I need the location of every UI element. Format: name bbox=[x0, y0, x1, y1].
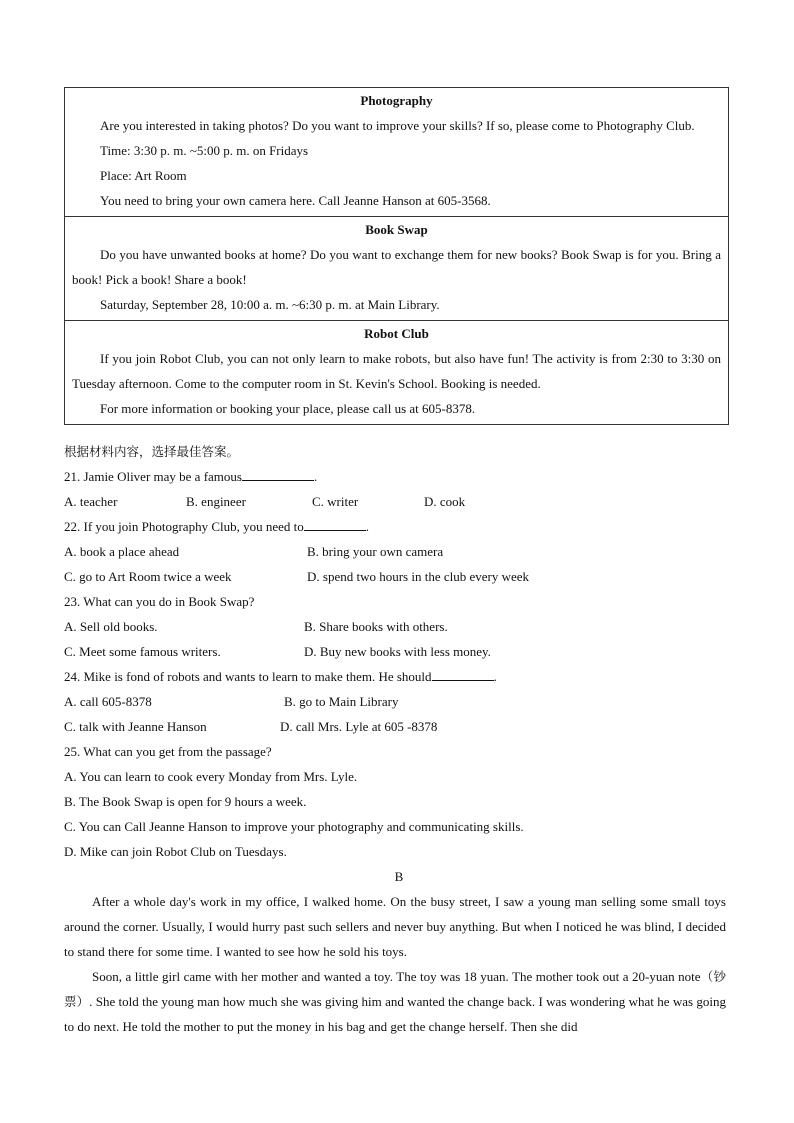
option-d: D. spend two hours in the club every week bbox=[307, 569, 530, 584]
passage-b bbox=[64, 889, 726, 1039]
notice-paragraph: Are you interested in taking photos? Do you want to improve your skills? If so, please come to Photography Club. bbox=[100, 118, 695, 133]
option-d: D. call Mrs. Lyle at 605 -8378 bbox=[280, 719, 438, 734]
options-23a bbox=[64, 614, 734, 639]
question-24 bbox=[64, 664, 734, 689]
options-21 bbox=[64, 489, 734, 514]
notice-contact: For more information or booking your place, please call us at 605-8378. bbox=[100, 401, 476, 416]
question-end: . bbox=[313, 469, 318, 484]
notice-contact: You need to bring your own camera here. Call Jeanne Hanson at 605-3568. bbox=[100, 193, 491, 208]
notice-paragraph: Do you have unwanted books at home? Do you want to exchange them for new books? Book Swap is for you. Bring a book! Pick a book! Share a book! bbox=[72, 247, 721, 287]
notice-place: Place: Art Room bbox=[100, 168, 187, 183]
question-stem: 21. Jamie Oliver may be a famous bbox=[64, 469, 242, 484]
options-23b bbox=[64, 639, 734, 664]
notice-board bbox=[64, 87, 729, 425]
question-stem: 22. If you join Photography Club, you need to bbox=[64, 519, 304, 534]
question-stem: 23. What can you do in Book Swap? bbox=[64, 594, 255, 609]
passage-paragraph-1: After a whole day's work in my office, I walked home. On the busy street, I saw a young man selling some small toys around the corner. Usually, I would hurry past such sellers and never buy anything. But when I noticed he was blind, I decided to stand there for some time. I wanted to see how he sold his toys. bbox=[64, 894, 726, 959]
notice-robot-club bbox=[65, 321, 728, 424]
options-24b bbox=[64, 714, 734, 739]
question-25 bbox=[64, 739, 734, 764]
notice-paragraph: If you join Robot Club, you can not only learn to make robots, but also have fun! The activity is from 2:30 to 3:30 on Tuesday afternoon. Come to the computer room in St. Kevin's School. Booking is needed. bbox=[72, 351, 721, 391]
options-24a bbox=[64, 689, 734, 714]
question-end: . bbox=[365, 519, 370, 534]
option-c: C. talk with Jeanne Hanson bbox=[64, 719, 207, 734]
option-25a: A. You can learn to cook every Monday from Mrs. Lyle. bbox=[64, 769, 358, 784]
option-c: C. writer bbox=[312, 494, 359, 509]
option-a: A. book a place ahead bbox=[64, 544, 180, 559]
option-b: B. bring your own camera bbox=[307, 544, 444, 559]
option-a: A. Sell old books. bbox=[64, 619, 158, 634]
question-22 bbox=[64, 514, 734, 539]
option-a: A. call 605-8378 bbox=[64, 694, 152, 709]
question-stem: 24. Mike is fond of robots and wants to learn to make them. He should bbox=[64, 669, 432, 684]
chinese-gloss: （钞票） bbox=[64, 969, 726, 1009]
question-end: . bbox=[493, 669, 497, 684]
option-c: C. go to Art Room twice a week bbox=[64, 569, 232, 584]
answer-blank bbox=[304, 516, 366, 531]
options-22a bbox=[64, 539, 734, 564]
option-d: D. Buy new books with less money. bbox=[304, 644, 491, 659]
question-21 bbox=[64, 464, 734, 489]
question-23 bbox=[64, 589, 734, 614]
notice-time: Time: 3:30 p. m. ~5:00 p. m. on Fridays bbox=[100, 143, 309, 158]
notice-title: Book Swap bbox=[365, 222, 428, 237]
option-25c: C. You can Call Jeanne Hanson to improve your photography and communicating skills. bbox=[64, 819, 524, 834]
option-a: A. teacher bbox=[64, 494, 118, 509]
notice-book-swap bbox=[65, 217, 728, 321]
option-b: B. Share books with others. bbox=[304, 619, 448, 634]
options-22b bbox=[64, 564, 734, 589]
option-25b: B. The Book Swap is open for 9 hours a week. bbox=[64, 794, 307, 809]
answer-blank bbox=[432, 666, 494, 681]
notice-title: Robot Club bbox=[364, 326, 429, 341]
option-d: D. cook bbox=[424, 494, 466, 509]
notice-photography bbox=[65, 88, 728, 217]
notice-title: Photography bbox=[360, 93, 433, 108]
instruction: 根据材料内容，选择最佳答案。 bbox=[64, 444, 240, 459]
passage-text: Soon, a little girl came with her mother and wanted a toy. The toy was 18 yuan. The mother took out a 20-yuan note bbox=[92, 969, 701, 984]
section-label: B bbox=[394, 869, 404, 884]
question-area bbox=[64, 439, 734, 889]
option-b: B. engineer bbox=[186, 494, 246, 509]
option-25d: D. Mike can join Robot Club on Tuesdays. bbox=[64, 844, 287, 859]
option-b: B. go to Main Library bbox=[284, 694, 399, 709]
passage-paragraph-2 bbox=[64, 964, 726, 1039]
question-stem: 25. What can you get from the passage? bbox=[64, 744, 272, 759]
notice-date: Saturday, September 28, 10:00 a. m. ~6:30 p. m. at Main Library. bbox=[100, 297, 440, 312]
answer-blank bbox=[242, 466, 314, 481]
option-c: C. Meet some famous writers. bbox=[64, 644, 221, 659]
passage-text: . She told the young man how much she was giving him and wanted the change back. I was wondering what he was going to do next. He told the mother to put the money in his bag and get the change herself. Then she did bbox=[64, 994, 726, 1034]
